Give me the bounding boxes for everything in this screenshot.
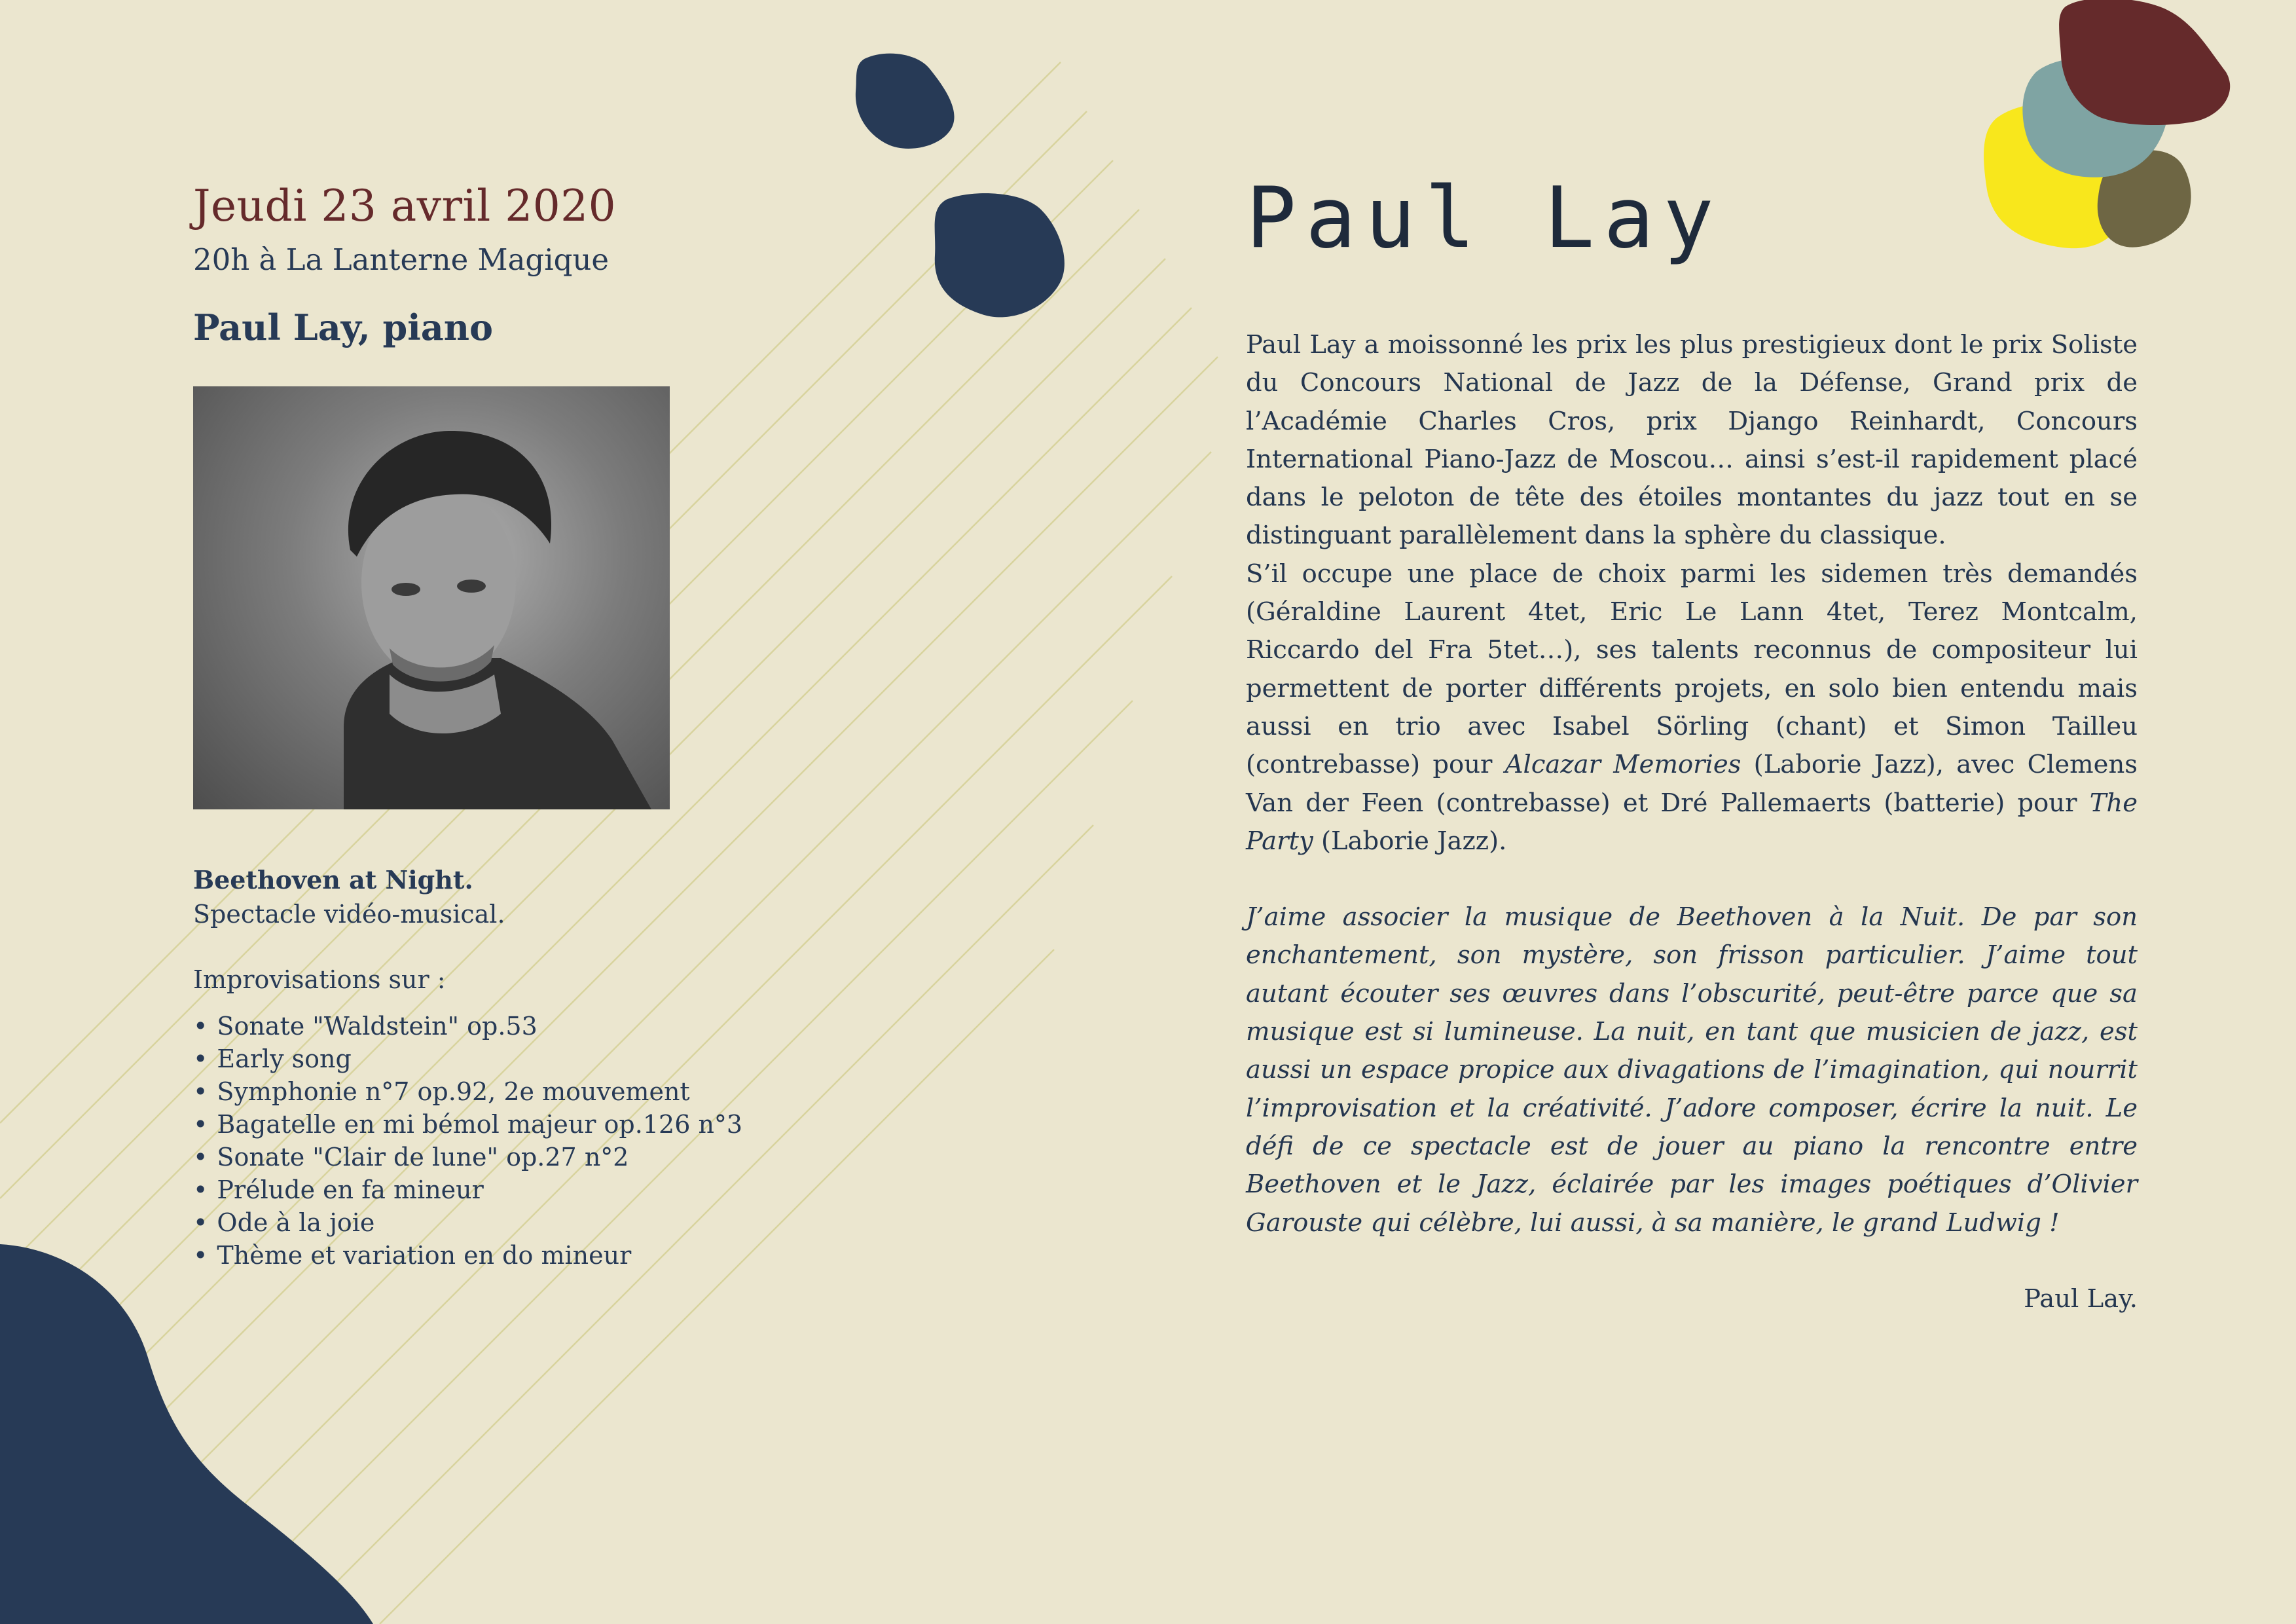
- event-venue: 20h à La Lanterne Magique: [193, 242, 610, 278]
- piece-item: • Sonate "Waldstein" op.53: [193, 1010, 848, 1043]
- album-title: Alcazar Memories: [1504, 750, 1741, 780]
- show-title: Beethoven at Night.: [193, 865, 473, 895]
- program-section: [193, 863, 848, 1272]
- show-subtitle: Spectacle vidéo-musical.: [193, 900, 505, 929]
- performer-heading: Paul Lay, piano: [193, 306, 494, 349]
- artist-quote: J’aime associer la musique de Beethoven à la Nuit. De par son enchantement, son mystère, son frisson particulier. J’aime tout autant écouter ses œuvres dans l’obscurité, peut-être parce que sa musique est si lumineuse. La nuit, en tant que musicien de jazz, est aussi un espace propice aux divagations de l’imagination, qui nourrit l’improvisation et la créativité. J’adore composer, écrire la nuit. Le défi de ce spectacle est de jouer au piano la rencontre entre Beethoven et le Jazz, éclairée par les images poétiques d’Olivier Garouste qui célèbre, lui aussi, à sa manière, le grand Ludwig !: [1246, 902, 2138, 1238]
- navy-blob-small-top: [856, 54, 955, 149]
- bio-paragraph-2: [1246, 555, 2138, 860]
- album-title: The Party: [1246, 788, 2138, 856]
- portrait-silhouette: [193, 386, 670, 809]
- event-info: [193, 180, 782, 349]
- piece-item: • Bagatelle en mi bémol majeur op.126 n°3: [193, 1108, 848, 1141]
- piece-item: • Symphonie n°7 op.92, 2e mouvement: [193, 1075, 848, 1108]
- artist-name-heading: Paul Lay: [1246, 170, 1723, 267]
- improvisations-intro: Improvisations sur :: [193, 965, 446, 994]
- bio-paragraph-1: Paul Lay a moissonné les prix les plus prestigieux dont le prix Soliste du Concours National de Jazz de la Défense, Grand prix de l’Académie Charles Cros, prix Django Reinhardt, Concours International Piano-Jazz de Moscou… ainsi s’est-il rapidement placé dans le peloton de tête des étoiles montantes du jazz tout en se distinguant parallèlement dans la sphère du classique.: [1246, 330, 2138, 551]
- navy-blob-bottom-left: [0, 1244, 373, 1624]
- artist-biography: [1246, 170, 2138, 1318]
- bio-text-segment: (Laborie Jazz).: [1313, 826, 1507, 856]
- bio-text: [1246, 326, 2138, 1318]
- navy-blob-medium-top: [935, 193, 1065, 317]
- artist-portrait-photo: [193, 386, 670, 809]
- quote-signature: Paul Lay.: [2024, 1283, 2138, 1314]
- piece-item: • Thème et variation en do mineur: [193, 1239, 848, 1272]
- piece-item: • Prélude en fa mineur: [193, 1173, 848, 1206]
- burgundy-blob: [2059, 0, 2230, 125]
- pieces-list: [193, 1010, 848, 1272]
- bio-text-segment: (Laborie Jazz), avec Clemens Van der Feen (contrebasse) et Dré Pallemaerts (batterie) pour: [1246, 750, 2138, 818]
- piece-item: • Sonate "Clair de lune" op.27 n°2: [193, 1141, 848, 1173]
- bio-text-segment: S’il occupe une place de choix parmi les sidemen très demandés (Géraldine Laurent 4tet, Eric Le Lann 4tet, Terez Montcalm, Riccardo del Fra 5tet…), ses talents reconnus de compositeur lui permettent de porter différents projets, en solo bien entendu mais aussi en trio avec Isabel Sörling (chant) et Simon Tailleu (contrebasse) pour: [1246, 559, 2138, 780]
- piece-item: • Early song: [193, 1043, 848, 1075]
- piece-item: • Ode à la joie: [193, 1206, 848, 1239]
- event-date: Jeudi 23 avril 2020: [193, 181, 617, 231]
